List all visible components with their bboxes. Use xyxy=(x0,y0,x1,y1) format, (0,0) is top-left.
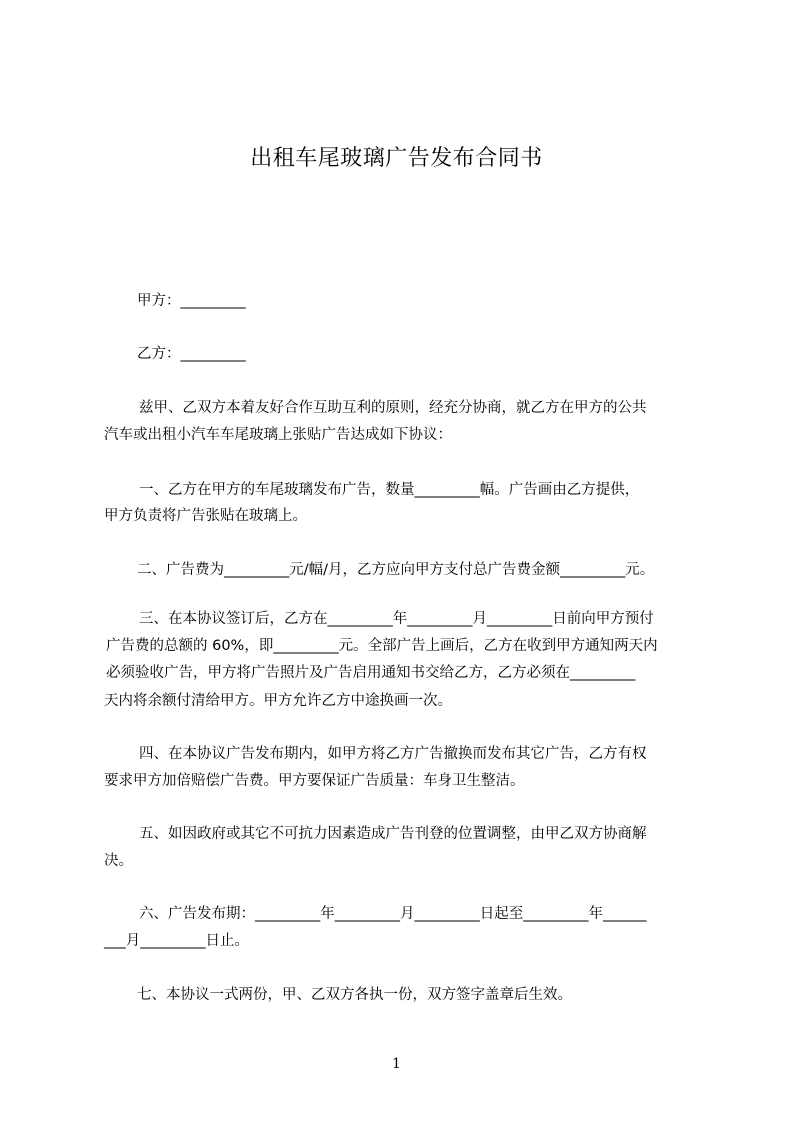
clause-6-line-1: 六、广告发布期：_________年_________月_________日起至_________年______ xyxy=(139,906,647,922)
clause-3-line-3: 必须验收广告，甲方将广告照片及广告启用通知书交给乙方，乙方必须在_________ xyxy=(106,665,636,681)
page-number: 1 xyxy=(392,1056,401,1072)
clause-5-line-2: 决。 xyxy=(104,853,133,869)
party-a-line: 甲方：_________ xyxy=(137,293,246,309)
clause-4-line-1: 四、在本协议广告发布期内，如甲方将乙方广告撤换而发布其它广告，乙方有权 xyxy=(139,746,647,762)
clause-3-line-2: 广告费的总额的 60%，即_________元。全部广告上画后，乙方在收到甲方通知两天内 xyxy=(106,638,658,654)
intro-line-2: 汽车或出租小汽车车尾玻璃上张贴广告达成如下协议： xyxy=(104,427,452,443)
clause-4-line-2: 要求甲方加倍赔偿广告费。甲方要保证广告质量：车身卫生整洁。 xyxy=(104,773,525,789)
document-title: 出租车尾玻璃广告发布合同书 xyxy=(250,146,543,171)
clause-3-line-4: 天内将余额付清给甲方。甲方允许乙方中途换画一次。 xyxy=(104,693,452,709)
clause-6-line-2: ___月_________日止。 xyxy=(104,933,249,949)
clause-1-line-1: 一、乙方在甲方的车尾玻璃发布广告，数量_________幅。广告画由乙方提供， xyxy=(139,482,640,498)
clause-7-line-1: 七、本协议一式两份，甲、乙双方各执一份，双方签字盖章后生效。 xyxy=(137,987,572,1003)
clause-2-line-1: 二、广告费为_________元/幅/月，乙方应向甲方支付总广告费金额_________元。 xyxy=(137,562,655,578)
clause-3-line-1: 三、在本协议签订后，乙方在_________年_________月_________日前向甲方预付 xyxy=(139,611,654,627)
party-b-line: 乙方：_________ xyxy=(137,346,246,362)
clause-5-line-1: 五、如因政府或其它不可抗力因素造成广告刊登的位置调整，由甲乙双方协商解 xyxy=(139,826,647,842)
clause-1-line-2: 甲方负责将广告张贴在玻璃上。 xyxy=(104,508,307,524)
intro-line-1: 兹甲、乙双方本着友好合作互助互利的原则，经充分协商，就乙方在甲方的公共 xyxy=(139,400,647,416)
